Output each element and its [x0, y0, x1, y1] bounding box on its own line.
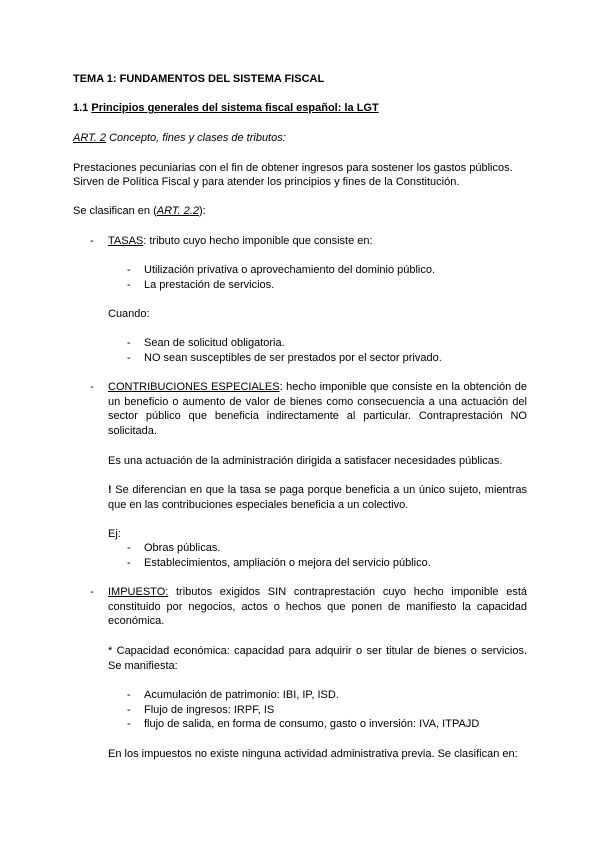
capacidad-paragraph: * Capacidad económica: capacidad para adquirir o ser titular de bienes o servicios. Se manifiesta:	[108, 645, 527, 672]
contribuciones-def: : hecho imponible que consiste en la obtención de un beneficio o aumento de valor de bienes como consecuencia a una actuación del sector público que beneficia indirectamente al particular. Contraprestación NO solicitada.	[108, 381, 527, 437]
classify-after: ):	[198, 205, 206, 217]
classify-before: Se clasifican en (	[73, 205, 157, 217]
bullet-dash: -	[127, 264, 131, 276]
section-title: Principios generales del sistema fiscal español: la LGT	[91, 102, 379, 114]
contribuciones-term: CONTRIBUCIONES ESPECIALES	[108, 381, 280, 393]
contribuciones-para: Es una actuación de la administración dirigida a satisfacer necesidades públicas.	[108, 455, 503, 467]
impuesto-closing: En los impuestos no existe ninguna actividad administrativa previa. Se clasifican en:	[108, 748, 518, 760]
section-number: 1.1	[73, 102, 89, 114]
contribuciones-example: Establecimientos, ampliación o mejora del servicio público.	[144, 557, 431, 569]
tasas-item: Utilización privativa o aprovechamiento del dominio público.	[144, 264, 436, 276]
bullet-dash: -	[127, 337, 131, 349]
art2-ref: ART. 2	[73, 132, 107, 144]
bullet-dash: -	[127, 279, 131, 291]
bullet-dash: -	[127, 689, 131, 701]
art2-text: Concepto, fines y clases de tributos:	[106, 132, 286, 144]
bullet-dash: -	[127, 718, 131, 730]
bullet-dash: -	[127, 352, 131, 364]
section-heading	[73, 101, 379, 115]
bullet-dash: -	[90, 381, 94, 393]
art2-heading	[73, 131, 286, 145]
warning-mark: !	[108, 484, 112, 496]
contribuciones-ej: Ej:	[108, 528, 121, 540]
bullet-dash: -	[127, 557, 131, 569]
classify-line	[73, 204, 206, 218]
impuesto-paragraph	[108, 585, 527, 629]
impuesto-item: Acumulación de patrimonio: IBI, IP, ISD.	[144, 689, 339, 701]
intro-line-1: Prestaciones pecuniarias con el fin de obtener ingresos para sostener los gastos públicos.	[73, 162, 513, 174]
bullet-dash: -	[90, 586, 94, 598]
bullet-dash: -	[127, 542, 131, 554]
tasas-condition: NO sean susceptibles de ser prestados por el sector privado.	[144, 352, 442, 364]
document-title: TEMA 1: FUNDAMENTOS DEL SISTEMA FISCAL	[73, 73, 325, 85]
tasas-line	[108, 234, 373, 248]
tasas-condition: Sean de solicitud obligatoria.	[144, 337, 285, 349]
contribuciones-note-text: Se diferencian en que la tasa se paga porque beneficia a un único sujeto, mientras que en las contribuciones especiales beneficia a un colectivo.	[108, 484, 527, 511]
impuesto-item: Flujo de ingresos: IRPF, IS	[144, 704, 275, 716]
intro-line-2: Sirven de Política Fiscal y para atender los principios y fines de la Constitución.	[73, 176, 460, 188]
bullet-dash: -	[127, 704, 131, 716]
tasas-term: TASAS	[108, 235, 144, 247]
tasas-item: La prestación de servicios.	[144, 279, 275, 291]
contribuciones-example: Obras públicas.	[144, 542, 221, 554]
contribuciones-note	[108, 483, 527, 512]
tasas-when: Cuando:	[108, 308, 150, 320]
contribuciones-paragraph	[108, 380, 527, 438]
bullet-dash: -	[90, 235, 94, 247]
impuesto-item: flujo de salida, en forma de consumo, gasto o inversión: IVA, ITPAJD	[144, 718, 480, 730]
tasas-def: : tributo cuyo hecho imponible que consiste en:	[143, 235, 373, 247]
classify-ref: ART. 2.2	[156, 205, 199, 217]
impuesto-def: tributos exigidos SIN contraprestación cuyo hecho imponible está constituido por negocios, actos o hechos que ponen de manifiesto la capacidad económica.	[108, 586, 527, 628]
impuesto-term: IMPUESTO:	[108, 586, 169, 598]
